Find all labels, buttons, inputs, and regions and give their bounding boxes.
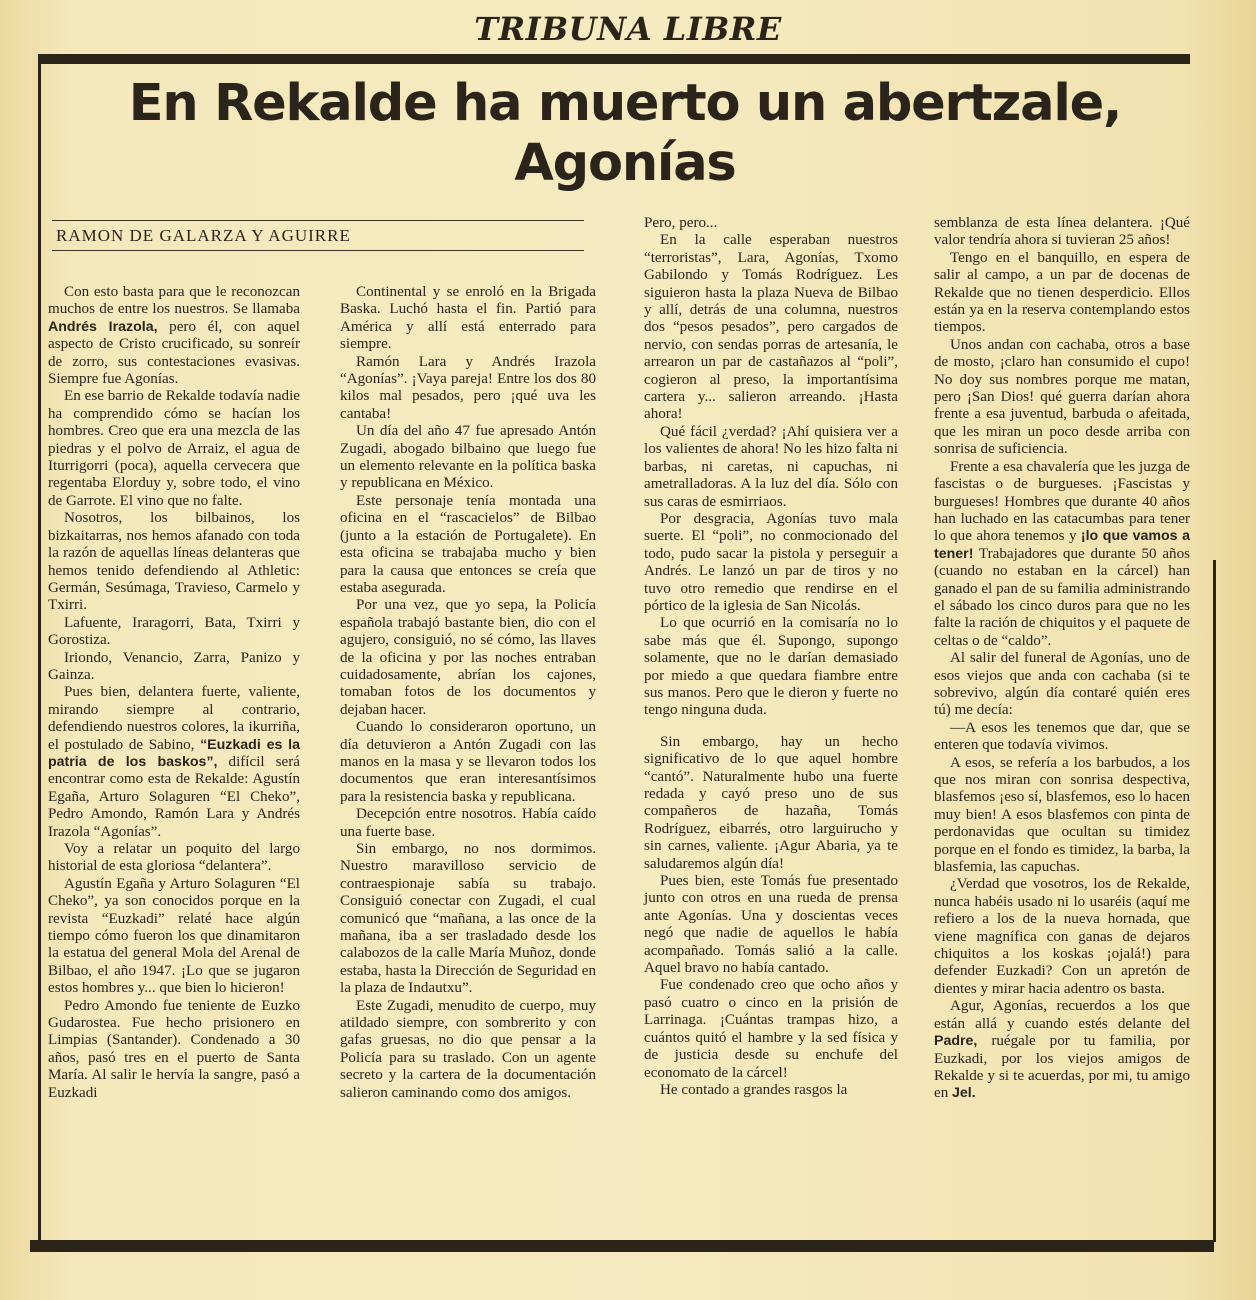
- paragraph-text: Al salir del funeral de Agonías, uno de esos viejos que anda con cachaba (si te sobrevivo, algún día contaré quién eres tú) me decía:: [934, 650, 1190, 719]
- paragraph-text: Con esto basta para que le reconozcan muchos de entre los nuestros. Se llamaba: [48, 284, 300, 318]
- paragraph-text: ruégale por tu familia, por Euzkadi, por los viejos amigos de Rekalde y si te acuerdas, por mi, tu amigo en: [934, 1033, 1190, 1102]
- article-paragraph: [644, 215, 898, 232]
- headline: [60, 74, 1190, 194]
- byline-rule-top: [52, 220, 584, 221]
- article-paragraph: [48, 510, 300, 614]
- paragraph-text: Trabajadores que durante 50 años (cuando no estaban en la cárcel) han ganado el pan de su familia administrando el sábado los cinco duros para que no les falte la ración de chiquitos y el paquete de celtas o de “caldo”.: [934, 545, 1190, 649]
- article-paragraph: [48, 876, 300, 998]
- headline-line-2: Agonías: [514, 134, 736, 193]
- article-paragraph: [644, 873, 898, 977]
- paragraph-text: Este personaje tenía montada una oficina en el “rascacielos” de Bilbao (junto a la estación de Portugalete). En esta oficina se trabajaba mucho y bien para la causa que entonces se creía que estaba asegurada.: [340, 492, 596, 596]
- paragraph-text: Este Zugadi, menudito de cuerpo, muy atildado siempre, con sombrerito y con gafas gruesas, no dio que pensar a la Policía para su traslado. Con un agente secreto y la cartera de la documentación salieron caminando como dos amigos.: [340, 997, 596, 1101]
- bold-emphasis: “Euzkadi es la patria de los baskos”,: [48, 736, 300, 770]
- paragraph-text: En la calle esperaban nuestros “terroristas”, Lara, Agonías, Txomo Gabilondo y Tomás Rodríguez. Les siguieron hasta la plaza Nueva de Bilbao y allí, detrás de una columna, nuestros dos “pesos pesados”, pero cargados de nervio, con sendas porras de artesanía, le arrearon un par de castañazos al “poli”, cogieron al preso, la importantísima cartera y... salieron arreando. ¡Hasta ahora!: [644, 232, 898, 423]
- paragraph-text: Por una vez, que yo sepa, la Policía española trabajó bastante bien, dio con el agujero, consiguió, no sé cómo, las llaves de la oficina y por las noches entraban cuidadosamente, abrían los cajones, tomaban fotos de los documentos y dejaban hacer.: [340, 597, 596, 718]
- article-paragraph: [48, 615, 300, 650]
- article-paragraph: [934, 459, 1190, 650]
- right-border-rule: [1213, 560, 1216, 1242]
- article-paragraph: [934, 720, 1190, 755]
- paragraph-text: Pedro Amondo fue teniente de Euzko Gudarostea. Fue hecho prisionero en Limpias (Santander). Condenado a 30 años, pasó tres en el puerto de Santa María. Al salir le hervía la sangre, pasó a Euzkadi: [48, 997, 300, 1101]
- paragraph-text: Fue condenado creo que ocho años y pasó cuatro o cinco en la prisión de Larrinaga. ¡Cuántas trampas hizo, a cuántos quitó el hambre y la sed física y de justicia desde su enchufe del economato de la cárcel!: [644, 977, 898, 1081]
- bold-emphasis: Andrés Irazola,: [48, 318, 158, 335]
- article-paragraph: [48, 841, 300, 876]
- top-rule: [38, 54, 1190, 64]
- paragraph-text: Decepción entre nosotros. Había caído una fuerte base.: [340, 806, 596, 840]
- paragraph-text: Qué fácil ¿verdad? ¡Ahí quisiera ver a los valientes de ahora! No les hizo falta ni barbas, ni caretas, ni capuchas, ni ametralladoras. A la luz del día. Sólo con sus caras de esmirriaos.: [644, 423, 898, 510]
- left-border-rule: [38, 64, 41, 1242]
- paragraph-text: Nosotros, los bilbainos, los bizkaitarras, nos hemos afanado con toda la razón de aquellas líneas delanteras que hemos tenido defendiendo al Athletic: Germán, Sesúmaga, Travieso, Carmelo y Txirri.: [48, 510, 300, 614]
- bottom-rule: [30, 1240, 1214, 1252]
- paragraph-text: Pues bien, este Tomás fue presentado junto con otros en una rueda de prensa ante Agonías. Una y doscientas veces negó que nadie de aquellos le había acompañado. Tomás salió a la calle. Aquel bravo no había cantado.: [644, 873, 898, 977]
- bold-emphasis: ¡lo que vamos a tener!: [934, 528, 1190, 562]
- article-paragraph: [934, 250, 1190, 337]
- paragraph-text: He contado a grandes rasgos la: [660, 1081, 848, 1098]
- article-paragraph: [644, 511, 898, 615]
- article-column-2: [340, 284, 596, 1102]
- article-column-1: [48, 284, 300, 1102]
- paragraph-text: Ramón Lara y Andrés Irazola “Agonías”. ¡Vaya pareja! Entre los dos 80 kilos mal pesados, pero ¡qué uva les cantaba!: [340, 353, 596, 422]
- paragraph-text: Iriondo, Venancio, Zarra, Panizo y Gainza.: [48, 649, 300, 683]
- article-paragraph: [48, 284, 300, 388]
- byline: RAMON DE GALARZA Y AGUIRRE: [56, 226, 351, 245]
- article-paragraph: [340, 998, 596, 1102]
- article-paragraph: [934, 998, 1190, 1102]
- paragraph-text: pero él, con aquel aspecto de Cristo crucificado, su sonreír de zorro, sus contestaciones evasivas. Siempre fue Agonías.: [48, 318, 300, 388]
- article-paragraph: [644, 734, 898, 873]
- paragraph-text: Voy a relatar un poquito del largo historial de esta gloriosa “delantera”.: [48, 841, 300, 875]
- paragraph-text: Frente a esa chavalería que les juzga de fascistas o de burgueses. ¡Fascistas y burgueses! Hombres que durante 40 años han luchado en las catacumbas para tener lo que ahora tenemos y: [934, 458, 1190, 545]
- paragraph-text: Tengo en el banquillo, en espera de salir al campo, a un par de docenas de Rekalde que no tienen desperdicio. Ellos están ya en la reserva contemplando estos tiempos.: [934, 249, 1190, 336]
- article-paragraph: [48, 388, 300, 510]
- article-paragraph: [48, 650, 300, 685]
- paragraph-text: difícil será encontrar como esta de Rekalde: Agustín Egaña, Arturo Solaguren “El Cheko”, Pedro Amondo, Ramón Lara y Andrés Irazola “Agonías”.: [48, 753, 300, 840]
- article-paragraph: [934, 215, 1190, 250]
- paragraph-text: Continental y se enroló en la Brigada Baska. Luchó hasta el fin. Partió para América y allí está enterrado para siempre.: [340, 284, 596, 353]
- paragraph-text: Agur, Agonías, recuerdos a los que están allá y cuando estés delante del: [934, 998, 1190, 1032]
- paragraph-text: Un día del año 47 fue apresado Antón Zugadi, abogado bilbaino que luego fue un elemento relevante en la política baska y republicana en México.: [340, 423, 596, 492]
- article-paragraph: [644, 232, 898, 423]
- headline-line-1: En Rekalde ha muerto un abertzale,: [128, 74, 1122, 133]
- paragraph-text: Sin embargo, hay un hecho significativo de lo que aquel hombre “cantó”. Naturalmente hubo una fuerte redada y cayó preso uno de sus compañeros de hazaña, Tomás Rodríguez, eibarrés, otro larguirucho y sin carnes, valiente. ¡Agur Abaria, ya te saludaremos algún día!: [644, 733, 898, 872]
- paragraph-text: Lo que ocurrió en la comisaría no lo sabe más que él. Supongo, supongo solamente, que no le darían demasiado por miedo a que quedara fiambre entre sus manos. Pero que le dieron y fuerte no tengo ninguna duda.: [644, 615, 898, 719]
- article-paragraph: [340, 493, 596, 597]
- paragraph-text: Pero, pero...: [644, 215, 718, 231]
- section-title: TRIBUNA LIBRE: [474, 10, 782, 48]
- article-paragraph: [934, 337, 1190, 459]
- article-column-3: [644, 215, 898, 1099]
- article-paragraph: [934, 755, 1190, 877]
- article-paragraph: [644, 615, 898, 719]
- article-paragraph: [934, 876, 1190, 998]
- paragraph-text: Sin embargo, no nos dormimos. Nuestro maravilloso servicio de contraespionaje sabía su trabajo. Consiguió conectar con Zugadi, el cual comunicó que “mañana, a las once de la mañana, iba a ser trasladado desde los calabozos de la calle María Muñoz, donde estaba, hasta la Dirección de Seguridad en la plaza de Indautxu”.: [340, 841, 596, 997]
- article-paragraph: [340, 806, 596, 841]
- paragraph-text: —A esos les tenemos que dar, que se enteren que todavía vivimos.: [934, 719, 1190, 754]
- byline-rule-bottom: [52, 250, 584, 251]
- article-paragraph: [934, 650, 1190, 720]
- article-paragraph: [644, 977, 898, 1081]
- bold-emphasis: Jel.: [952, 1085, 976, 1102]
- paragraph-text: ¿Verdad que vosotros, los de Rekalde, nunca habéis usado ni lo usaréis (aquí me refiero a los de la nueva hornada, que viene magnífica con ganas de dejaros chiquitos a los koskas ¡ojalá!) para defender Euzkadi? Con un apretón de dientes y mirar hacia adentro os basta.: [934, 876, 1190, 997]
- article-paragraph: [340, 354, 596, 424]
- article-paragraph: [48, 684, 300, 841]
- paragraph-text: Unos andan con cachaba, otros a base de mosto, ¡claro han consumido el cupo! No doy sus nombres porque me matan, pero ¡San Dios! qué guerra darían ahora frente a esa juventud, barbuda o afeitada, que les miran un poco desde arriba con sonrisa de suficiencia.: [934, 336, 1190, 458]
- article-paragraph: [644, 1082, 898, 1099]
- article-paragraph: [340, 284, 596, 354]
- article-paragraph: [340, 597, 596, 719]
- paragraph-text: Lafuente, Iraragorri, Bata, Txirri y Gorostiza.: [48, 614, 300, 649]
- article-paragraph: [644, 424, 898, 511]
- article-paragraph: [340, 423, 596, 493]
- article-paragraph: [48, 998, 300, 1102]
- bold-emphasis: Padre,: [934, 1033, 978, 1050]
- paragraph-text: En ese barrio de Rekalde todavía nadie ha comprendido cómo se hacían los hombres. Creo que era una mezcla de las piedras y el polvo de Arraiz, el agua de Iturrigorri (poca), aquella cervecera que regentaba Elorduy y, sobre todo, el vino de Garrote. El vino que no falte.: [48, 388, 300, 509]
- paragraph-text: A esos, se refería a los barbudos, a los que nos miran con sonrisa despectiva, blasfemos ¡eso sí, blasfemos, eso lo hacen muy bien! A esos blasfemos con pinta de perdonavidas que ocultan su timidez porque en el fondo es timidez, la barba, la blasfemia, las capuchas.: [934, 754, 1190, 876]
- paragraph-text: Pues bien, delantera fuerte, valiente, mirando siempre al contrario, defendiendo nuestros colores, la ikurriña, el postulado de Sabino,: [48, 684, 300, 753]
- article-paragraph: [340, 841, 596, 998]
- paragraph-text: Por desgracia, Agonías tuvo mala suerte. El “poli”, no conmocionado del todo, pudo sacar la pistola y perseguir a Andrés. Le lanzó un par de tiros y no tuvo otro remedio que rendirse en el pórtico de la iglesia de San Nicolás.: [644, 510, 898, 614]
- paragraph-text: semblanza de esta línea delantera. ¡Qué valor tendría ahora si tuvieran 25 años!: [934, 215, 1190, 249]
- paragraph-text: Agustín Egaña y Arturo Solaguren “El Cheko”, ya son conocidos porque en la revista “Euzkadi” relaté hace algún tiempo cómo fueron los que dinamitaron la estatua del general Mola del Arenal de Bilbao, el año 1947. ¡Lo que se jugaron estos hombres y... que bien lo hicieron!: [48, 875, 300, 997]
- paragraph-text: Cuando lo consideraron oportuno, un día detuvieron a Antón Zugadi con las manos en la masa y se llevaron todos los documentos que eran interesantísimos para la resistencia baska y republicana.: [340, 719, 596, 805]
- article-column-4: [934, 215, 1190, 1103]
- article-paragraph: [340, 719, 596, 806]
